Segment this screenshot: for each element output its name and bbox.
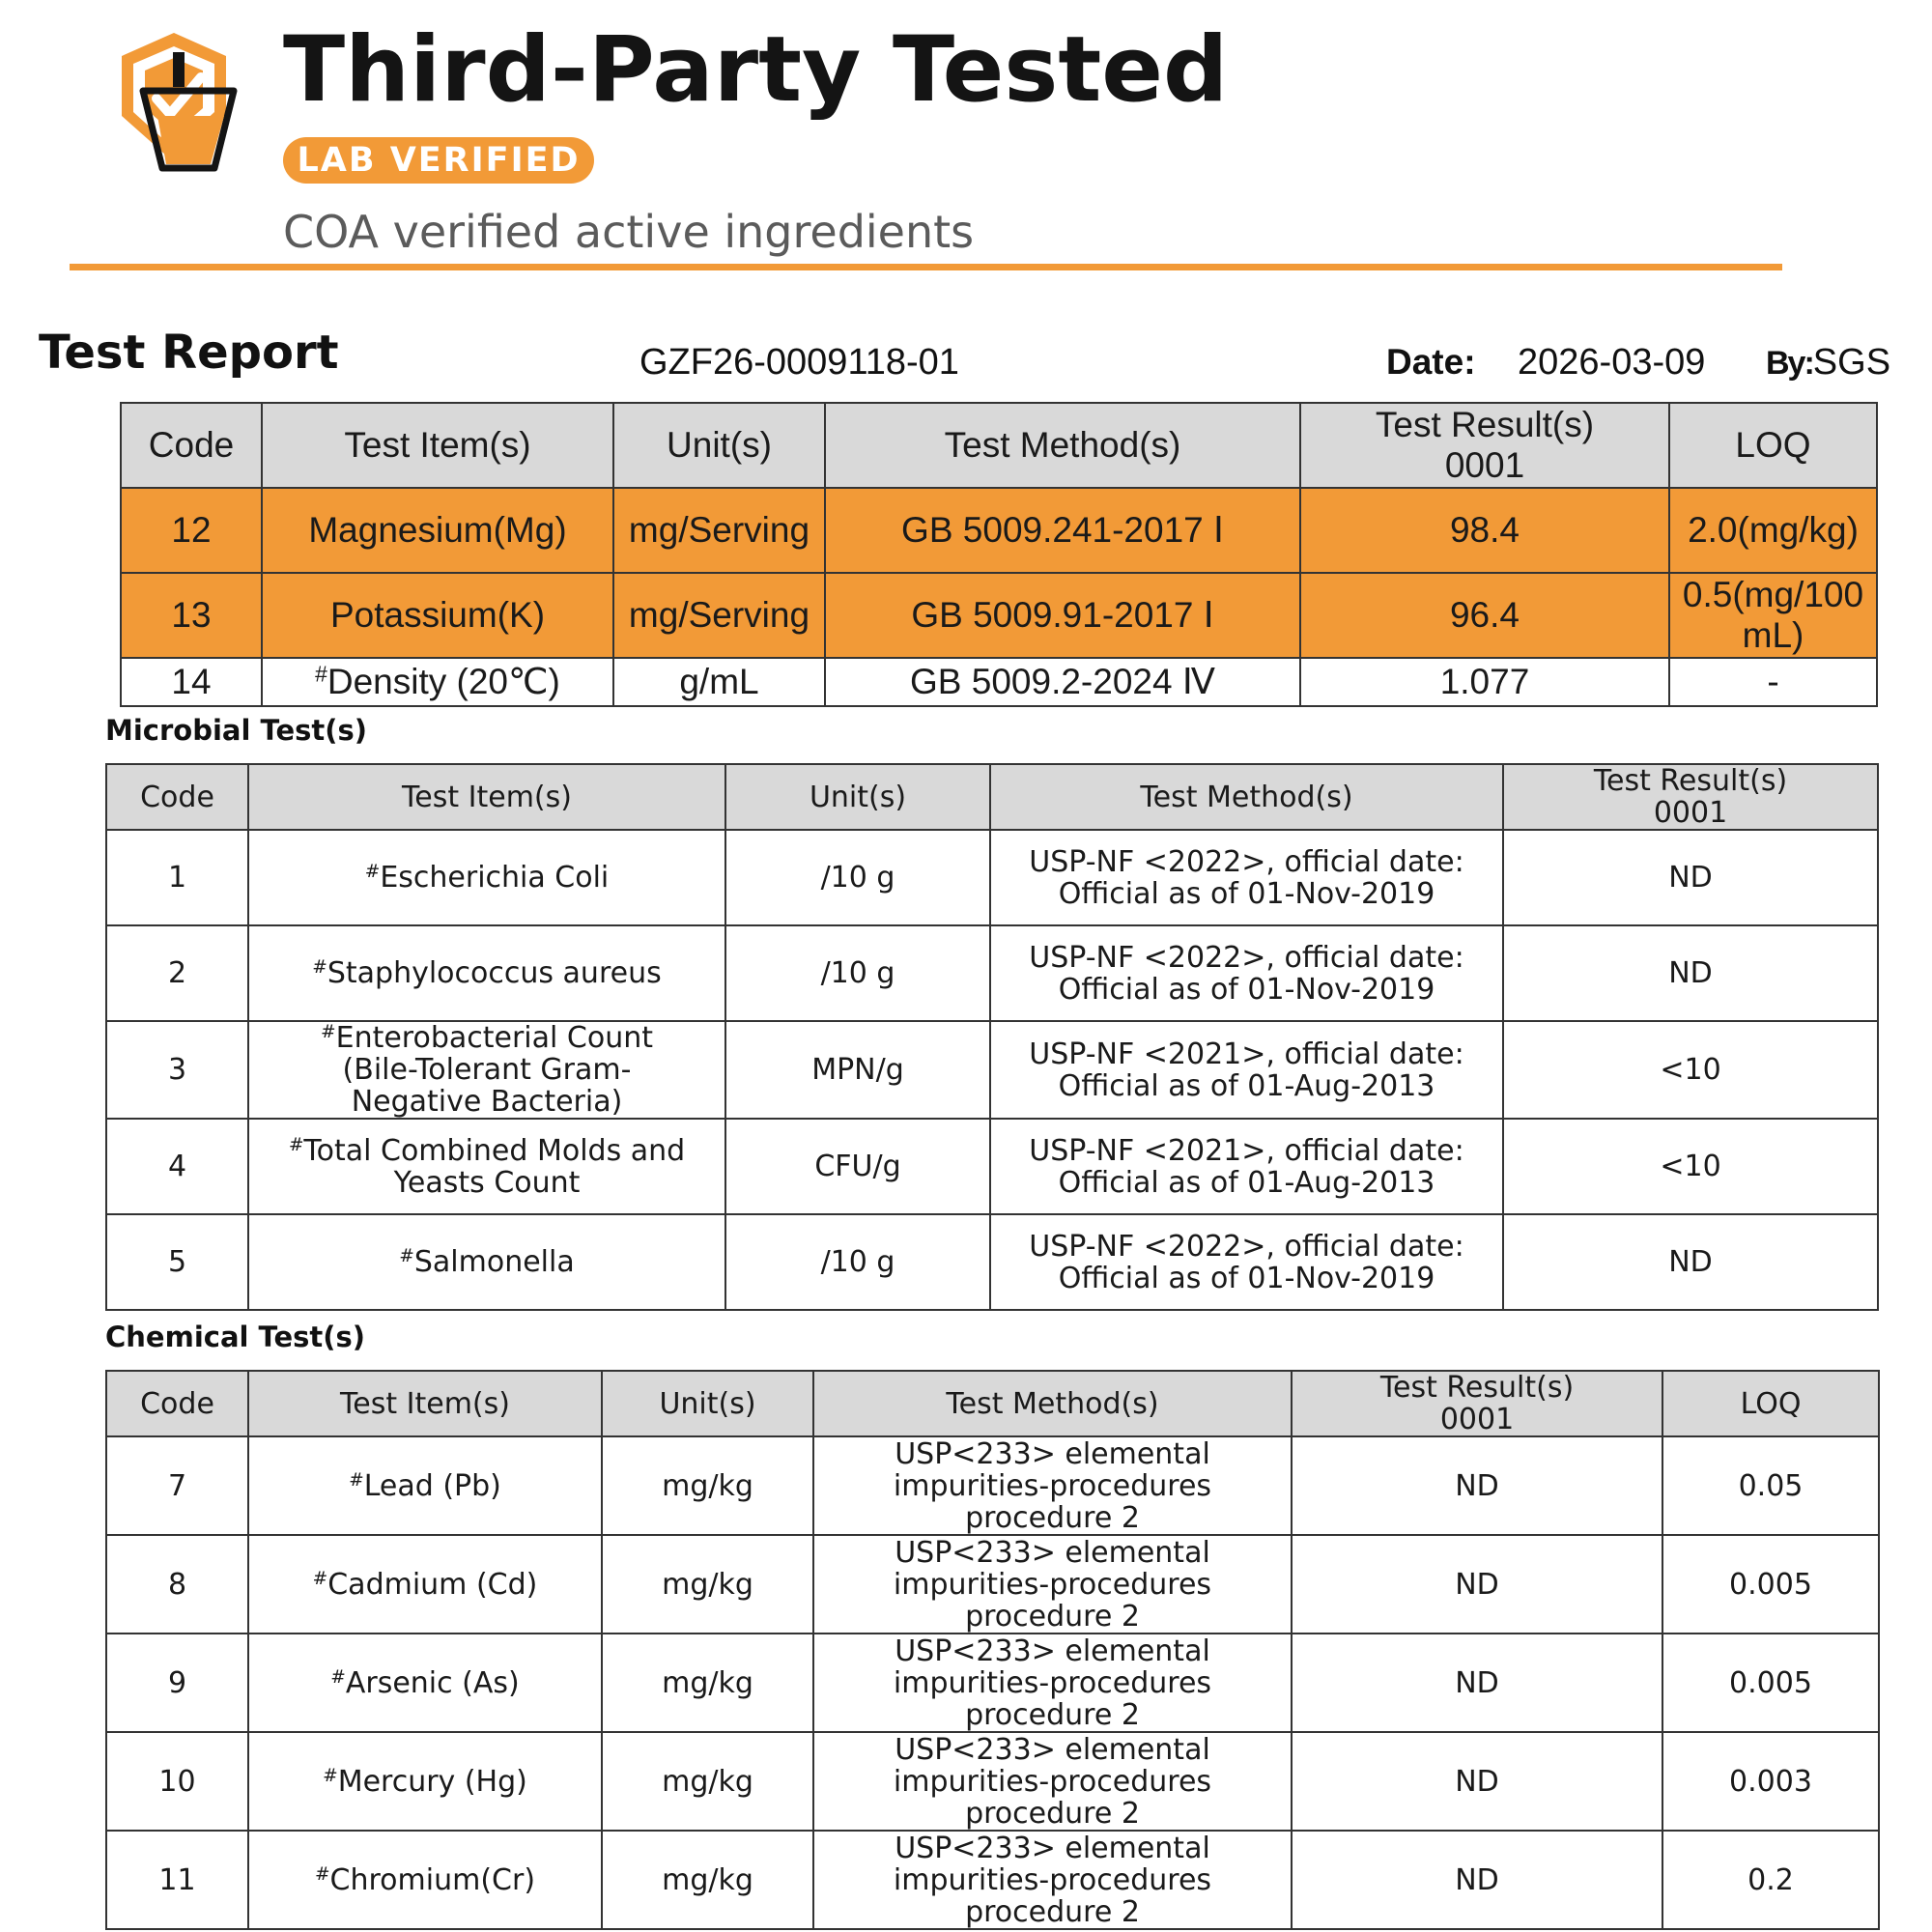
cell-code: 3 — [106, 1021, 248, 1119]
cell-unit: mg/kg — [602, 1732, 813, 1831]
cell-loq: 0.5(mg/100 mL) — [1669, 573, 1877, 658]
col-test-item: Test Item(s) — [248, 764, 725, 830]
table-row — [106, 1535, 1879, 1634]
cell-code: 4 — [106, 1119, 248, 1214]
cell-code: 14 — [121, 658, 262, 706]
cell-test-item: #Salmonella — [248, 1214, 725, 1310]
cell-test-item: #Cadmium (Cd) — [248, 1535, 602, 1634]
col-test-method: Test Method(s) — [825, 403, 1300, 488]
cell-code: 12 — [121, 488, 262, 573]
cell-test-item: #Escherichia Coli — [248, 830, 725, 925]
col-loq: LOQ — [1669, 403, 1877, 488]
cell-test-result: ND — [1292, 1831, 1662, 1929]
cell-test-result: ND — [1292, 1732, 1662, 1831]
page-subtitle: COA verified active ingredients — [283, 206, 975, 258]
cell-code: 13 — [121, 573, 262, 658]
cell-test-result: 1.077 — [1300, 658, 1669, 706]
report-date-label: Date: — [1386, 342, 1476, 382]
cell-unit: mg/kg — [602, 1634, 813, 1732]
cell-test-method: USP<233> elemental impurities-procedures procedure 2 — [813, 1732, 1292, 1831]
cell-loq: 0.005 — [1662, 1634, 1879, 1732]
cell-loq: 2.0(mg/kg) — [1669, 488, 1877, 573]
cell-loq: 0.003 — [1662, 1732, 1879, 1831]
table-row — [106, 925, 1878, 1021]
cell-test-method: GB 5009.91-2017 Ⅰ — [825, 573, 1300, 658]
col-test-method: Test Method(s) — [990, 764, 1503, 830]
cell-loq: 0.005 — [1662, 1535, 1879, 1634]
col-loq: LOQ — [1662, 1371, 1879, 1436]
cell-test-result: 98.4 — [1300, 488, 1669, 573]
col-unit: Unit(s) — [725, 764, 990, 830]
cell-unit: /10 g — [725, 830, 990, 925]
cell-code: 2 — [106, 925, 248, 1021]
cell-test-item: #Arsenic (As) — [248, 1634, 602, 1732]
cell-test-method: USP-NF <2022>, official date: Official as of 01-Nov-2019 — [990, 1214, 1503, 1310]
main-results-table — [120, 402, 1878, 707]
cell-unit: /10 g — [725, 925, 990, 1021]
cell-test-result: ND — [1292, 1634, 1662, 1732]
cell-test-result: <10 — [1503, 1021, 1878, 1119]
cell-code: 10 — [106, 1732, 248, 1831]
table-row — [121, 573, 1877, 658]
shield-flask-check-icon — [106, 27, 242, 182]
table-row — [106, 1732, 1879, 1831]
microbial-table — [105, 763, 1879, 1311]
cell-test-result: ND — [1503, 830, 1878, 925]
cell-test-method: USP<233> elemental impurities-procedures procedure 2 — [813, 1831, 1292, 1929]
cell-unit: mg/kg — [602, 1436, 813, 1535]
col-test-result: Test Result(s) 0001 — [1292, 1371, 1662, 1436]
cell-code: 5 — [106, 1214, 248, 1310]
cell-loq: 0.05 — [1662, 1436, 1879, 1535]
table-row — [121, 658, 1877, 706]
col-test-result: Test Result(s) 0001 — [1503, 764, 1878, 830]
table-row — [106, 1119, 1878, 1214]
cell-test-method: GB 5009.2-2024 Ⅳ — [825, 658, 1300, 706]
table-row — [106, 1436, 1879, 1535]
cell-test-result: ND — [1503, 925, 1878, 1021]
cell-test-result: 96.4 — [1300, 573, 1669, 658]
col-unit: Unit(s) — [602, 1371, 813, 1436]
cell-code: 8 — [106, 1535, 248, 1634]
table-row — [121, 488, 1877, 573]
table-row — [106, 1021, 1878, 1119]
table-row — [106, 1831, 1879, 1929]
cell-test-item: #Total Combined Molds and Yeasts Count — [248, 1119, 725, 1214]
chemical-section-title: Chemical Test(s) — [105, 1321, 366, 1353]
microbial-section-title: Microbial Test(s) — [105, 714, 368, 747]
cell-unit: /10 g — [725, 1214, 990, 1310]
cell-test-item: #Lead (Pb) — [248, 1436, 602, 1535]
col-code: Code — [106, 1371, 248, 1436]
cell-unit: CFU/g — [725, 1119, 990, 1214]
page-title: Third-Party Tested — [283, 17, 1229, 123]
cell-unit: MPN/g — [725, 1021, 990, 1119]
col-unit: Unit(s) — [613, 403, 825, 488]
report-lab-value: SGS — [1812, 342, 1891, 383]
cell-test-method: USP-NF <2021>, official date: Official as of 01-Aug-2013 — [990, 1021, 1503, 1119]
cell-loq: - — [1669, 658, 1877, 706]
cell-test-method: USP<233> elemental impurities-procedures procedure 2 — [813, 1634, 1292, 1732]
cell-unit: g/mL — [613, 658, 825, 706]
cell-unit: mg/kg — [602, 1535, 813, 1634]
report-title: Test Report — [39, 326, 339, 380]
cell-test-method: GB 5009.241-2017 Ⅰ — [825, 488, 1300, 573]
table-row — [106, 830, 1878, 925]
cell-test-result: ND — [1292, 1535, 1662, 1634]
table-row — [106, 1214, 1878, 1310]
cell-test-item: Magnesium(Mg) — [262, 488, 613, 573]
col-code: Code — [121, 403, 262, 488]
cell-code: 1 — [106, 830, 248, 925]
cell-code: 11 — [106, 1831, 248, 1929]
cell-test-item: #Staphylococcus aureus — [248, 925, 725, 1021]
cell-code: 9 — [106, 1634, 248, 1732]
lab-verified-badge: LAB VERIFIED — [283, 137, 594, 184]
cell-test-method: USP-NF <2021>, official date: Official as of 01-Aug-2013 — [990, 1119, 1503, 1214]
cell-code: 7 — [106, 1436, 248, 1535]
cell-test-method: USP<233> elemental impurities-procedures procedure 2 — [813, 1535, 1292, 1634]
report-lab-label: By: — [1766, 345, 1813, 382]
cell-unit: mg/Serving — [613, 573, 825, 658]
cell-test-result: <10 — [1503, 1119, 1878, 1214]
cell-test-item: Potassium(K) — [262, 573, 613, 658]
cell-test-item: #Mercury (Hg) — [248, 1732, 602, 1831]
col-test-method: Test Method(s) — [813, 1371, 1292, 1436]
cell-test-item: #Chromium(Cr) — [248, 1831, 602, 1929]
cell-unit: mg/Serving — [613, 488, 825, 573]
col-test-item: Test Item(s) — [248, 1371, 602, 1436]
cell-test-method: USP<233> elemental impurities-procedures procedure 2 — [813, 1436, 1292, 1535]
header-divider — [70, 264, 1782, 270]
cell-test-method: USP-NF <2022>, official date: Official as of 01-Nov-2019 — [990, 830, 1503, 925]
table-row — [106, 1634, 1879, 1732]
cell-unit: mg/kg — [602, 1831, 813, 1929]
col-test-item: Test Item(s) — [262, 403, 613, 488]
cell-loq: 0.2 — [1662, 1831, 1879, 1929]
cell-test-method: USP-NF <2022>, official date: Official as of 01-Nov-2019 — [990, 925, 1503, 1021]
report-number: GZF26-0009118-01 — [639, 342, 959, 383]
col-code: Code — [106, 764, 248, 830]
cell-test-result: ND — [1292, 1436, 1662, 1535]
cell-test-result: ND — [1503, 1214, 1878, 1310]
cell-test-item: #Enterobacterial Count (Bile-Tolerant Gram-Negative Bacteria) — [248, 1021, 725, 1119]
report-date: 2026-03-09 — [1518, 342, 1706, 383]
col-test-result: Test Result(s) 0001 — [1300, 403, 1669, 488]
chemical-table — [105, 1370, 1880, 1930]
report-lab — [1766, 338, 1890, 387]
cell-test-item: #Density (20℃) — [262, 658, 613, 706]
